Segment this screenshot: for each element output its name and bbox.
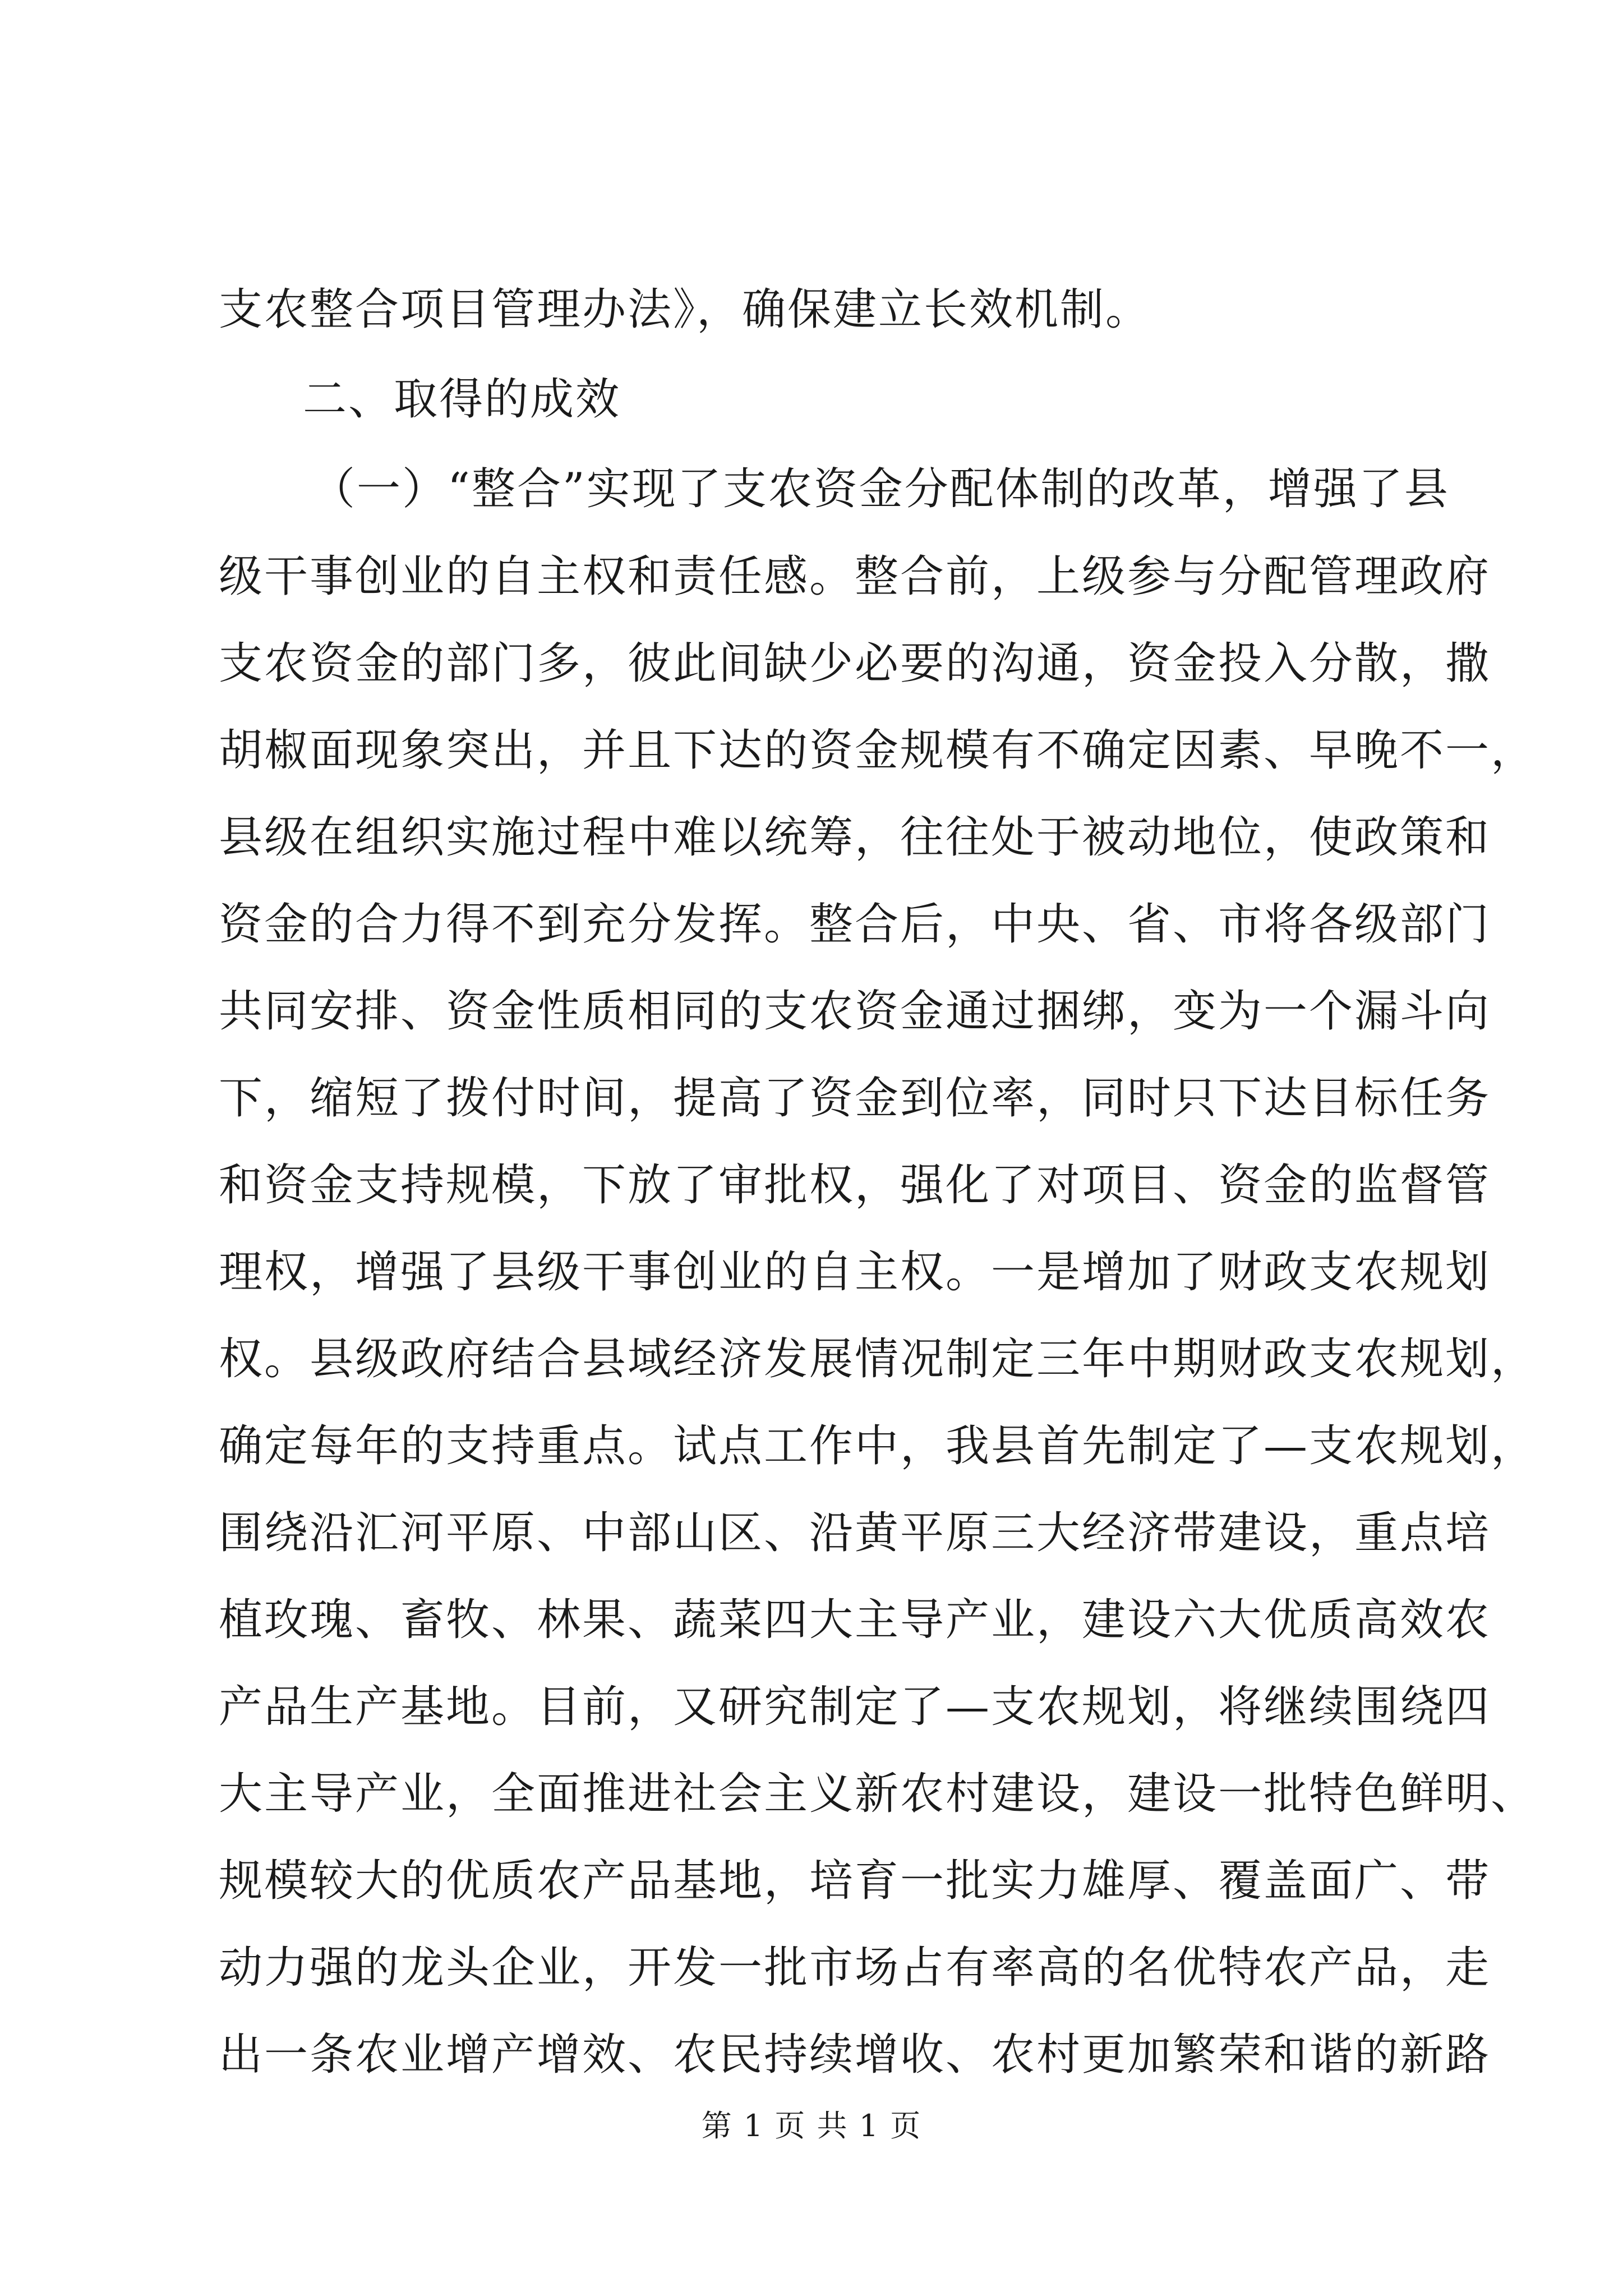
- text-line: 支农资金的部门多，彼此间缺少必要的沟通，资金投入分散，撒: [219, 638, 1491, 689]
- text-line: 级干事创业的自主权和责任感。整合前，上级参与分配管理政府: [219, 551, 1491, 602]
- text-line: 围绕沿汇河平原、中部山区、沿黄平原三大经济带建设，重点培: [219, 1508, 1491, 1558]
- text-line: 资金的合力得不到充分发挥。整合后，中央、省、市将各级部门: [219, 899, 1491, 950]
- text-line: 支农整合项目管理办法》，确保建立长效机制。: [219, 284, 1151, 335]
- text-line: 下，缩短了拨付时间，提高了资金到位率，同时只下达目标任务: [219, 1073, 1491, 1124]
- text-line: 出一条农业增产增效、农民持续增收、农村更加繁荣和谐的新路: [219, 2030, 1491, 2080]
- paragraph-first-line: （一）“整合”实现了支农资金分配体制的改革，增强了县: [311, 464, 1450, 514]
- section-heading: 二、取得的成效: [303, 374, 621, 425]
- text-line: 县级在组织实施过程中难以统筹，往往处于被动地位，使政策和: [219, 812, 1491, 863]
- text-line: 规模较大的优质农产品基地，培育一批实力雄厚、覆盖面广、带: [219, 1856, 1491, 1906]
- text-line: 理权，增强了县级干事创业的自主权。一是增加了财政支农规划: [219, 1247, 1491, 1297]
- text-line: 大主导产业，全面推进社会主义新农村建设，建设一批特色鲜明、: [219, 1769, 1537, 1819]
- text-line: 动力强的龙头企业，开发一批市场占有率高的名优特农产品，走: [219, 1943, 1491, 1993]
- text-line: 和资金支持规模，下放了审批权，强化了对项目、资金的监督管: [219, 1160, 1491, 1211]
- text-line: 权。县级政府结合县域经济发展情况制定三年中期财政支农规划，: [219, 1334, 1537, 1384]
- text-line: 确定每年的支持重点。试点工作中，我县首先制定了—支农规划，: [219, 1421, 1537, 1471]
- text-line: 共同安排、资金性质相同的支农资金通过捆绑，变为一个漏斗向: [219, 986, 1491, 1037]
- text-line: 植玫瑰、畜牧、林果、蔬菜四大主导产业，建设六大优质高效农: [219, 1595, 1491, 1645]
- text-line: 产品生产基地。目前，又研究制定了—支农规划，将继续围绕四: [219, 1682, 1491, 1732]
- page-footer: 第 1 页 共 1 页: [701, 2108, 922, 2143]
- text-line: 胡椒面现象突出，并且下达的资金规模有不确定因素、早晚不一，: [219, 725, 1537, 776]
